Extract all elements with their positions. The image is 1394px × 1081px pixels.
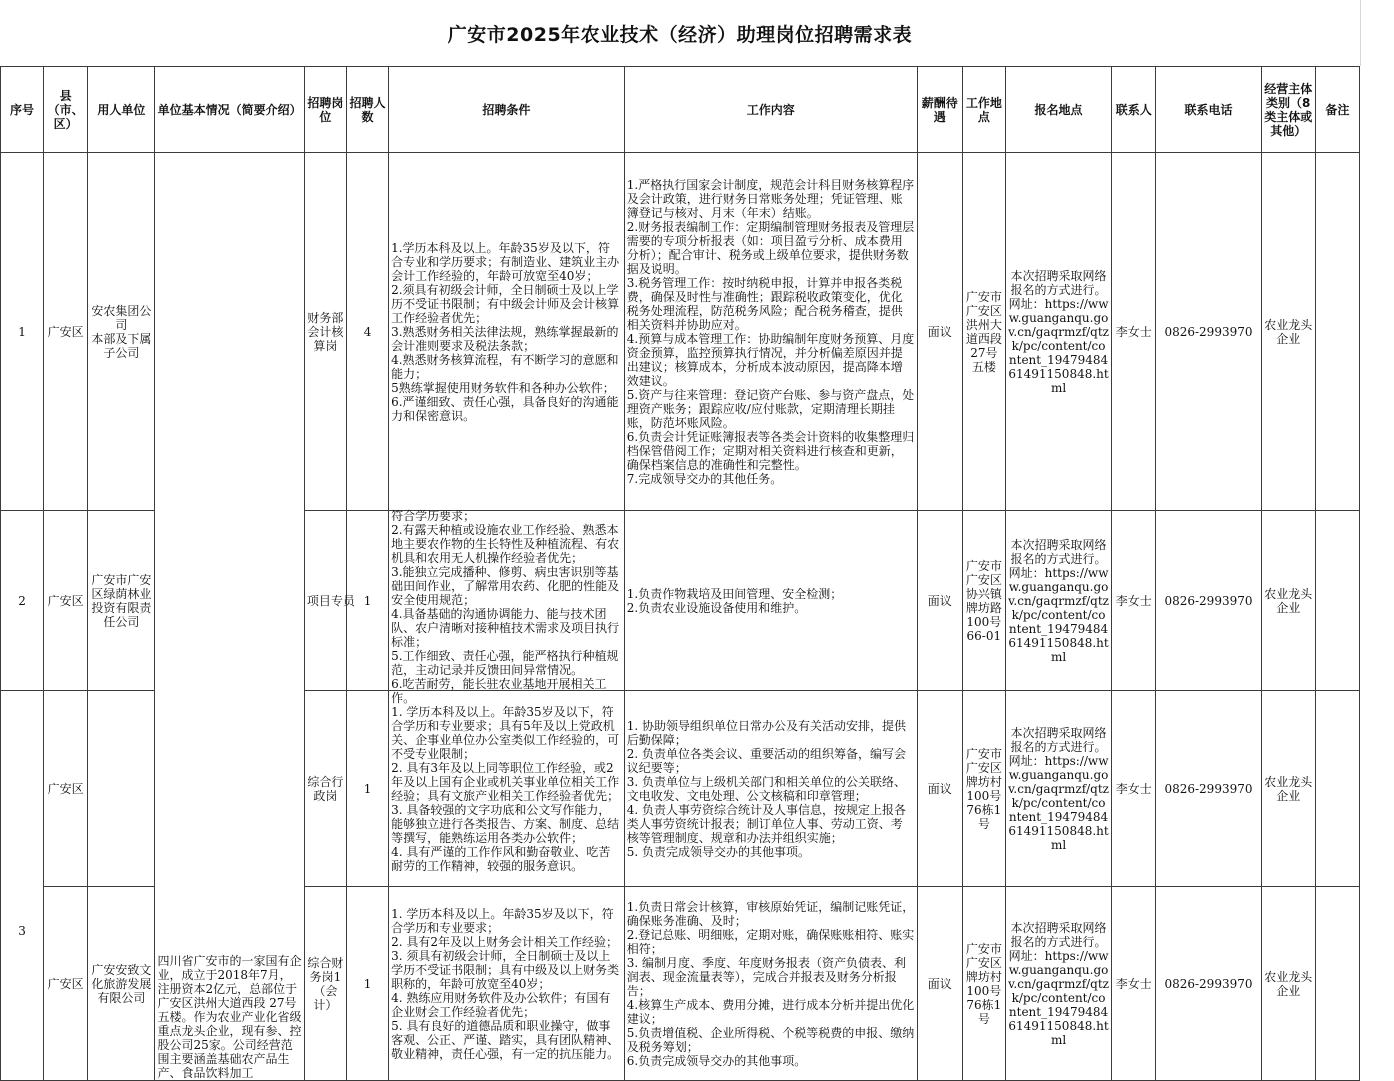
cell-content: 1.严格执行国家会计制度，规范会计科目财务核算程序及会计政策，进行财务日常账务处理；凭证管理、账簿登记与核对、月末（年末）结账。 2.财务报表编制工作：定期编制管理财务报表及管理层需要的专项分析报表（如：项目盈亏分析、成本费用分析）；配合审计、税务或上级单位要求，提供财务数据及说明。 3.税务管理工作：按时纳税申报，计算并申报各类税费，确保及时性与准确性；跟踪税收政策变化，优化税务处理流程，防范税务风险；配合税务稽查，提供相关资料并协助应对。 4.预算与成本管理工作：协助编制年度财务预算、月度资金预算，监控预算执行情况，并分析偏差原因并提出建议；核算成本，分析成本波动原因，提高降本增效建议。 5.资产与往来管理：登记资产台账、参与资产盘点，处理资产账务；跟踪应收/应付账款，定期清理长期挂账，防范坏账风险。 6.负责会计凭证账簿报表等各类会计资料的收集整理归档保管借阅工作；定期对相关资料进行核查和更新，确保档案信息的准确性和完整性。 7.完成领导交办的其他任务。 bbox=[624, 153, 917, 511]
header-county: 县（市、区） bbox=[44, 67, 88, 153]
cell-phone: 0826-2993970 bbox=[1156, 511, 1261, 691]
intro-text: 四川省广安市的一家国有企业，成立于2018年7月，注册资本2亿元，总部位于广安区洪州大道西段 27号五楼。作为农业产业化省级重点龙头企业，现有参、控股公司25家。公司经营范围主要涵盖基础农产品生产、食品饮料加工 bbox=[157, 954, 302, 1080]
cell-reg: 本次招聘采取网络报名的方式进行。 网址：https://www.guanganqu.gov.cn/gaqrmzf/qtzk/pc/content/content_1947948461491150848.html bbox=[1005, 511, 1111, 691]
cell-count: 1 bbox=[346, 511, 388, 691]
requirements-clip bbox=[391, 508, 622, 705]
cell-seq bbox=[1, 691, 44, 1081]
cell-reg: 本次招聘采取网络报名的方式进行。 网址：https://www.guanganqu.gov.cn/gaqrmzf/qtzk/pc/content/content_1947948461491150848.html bbox=[1005, 691, 1111, 887]
cell-remark bbox=[1315, 511, 1359, 691]
cell-count: 4 bbox=[346, 153, 388, 511]
header-employer: 用人单位 bbox=[88, 67, 155, 153]
header-salary: 薪酬待遇 bbox=[917, 67, 962, 153]
header-intro: 单位基本情况（简要介绍） bbox=[155, 67, 304, 153]
cell-phone: 0826-2993970 bbox=[1156, 691, 1261, 887]
cell-requirements bbox=[389, 508, 625, 705]
cell-count: 1 bbox=[346, 887, 388, 1081]
cell-reg: 本次招聘采取网络报名的方式进行。 网址：https://www.guanganqu.gov.cn/gaqrmzf/qtzk/pc/content/content_1947948461491150848.html bbox=[1005, 153, 1111, 511]
cell-salary: 面议 bbox=[917, 691, 962, 887]
cell-location: 广安市广安区牌坊村100号76栋1号 bbox=[962, 887, 1005, 1081]
cell-post: 综合行政岗 bbox=[304, 691, 346, 887]
cell-county: 广安区 bbox=[44, 691, 88, 887]
header-post: 招聘岗位 bbox=[304, 67, 346, 153]
cell-reg: 本次招聘采取网络报名的方式进行。 网址：https://www.guanganqu.gov.cn/gaqrmzf/qtzk/pc/content/content_1947948461491150848.html bbox=[1005, 887, 1111, 1081]
cell-requirements: 1. 学历本科及以上。年龄35岁及以下，符合学历和专业要求； 2. 具有2年及以上财务会计相关工作经验； 3. 须具有初级会计师，全日制硕士及以上学历不受证书限制；具有中级及以上财务类职称的，年龄可放宽至40岁； 4. 熟练应用财务软件及办公软件；有国有企业财会工作经验者优先； 5. 具有良好的道德品质和职业操守，做事客观、公正、严谨、踏实，具有团队精神、敬业精神，责任心强，有一定的抗压能力。 bbox=[389, 887, 625, 1081]
cell-count: 1 bbox=[346, 691, 388, 887]
header-count: 招聘人数 bbox=[346, 67, 388, 153]
cell-content: 1.负责作物栽培及田间管理、安全检测； 2.负责农业设施设备使用和维护。 bbox=[624, 511, 917, 691]
cell-category: 农业龙头企业 bbox=[1261, 887, 1315, 1081]
cell-contact: 李女士 bbox=[1112, 691, 1156, 887]
seq-text: 3 bbox=[18, 923, 26, 938]
cell-requirements: 1. 学历本科及以上。年龄35岁及以下，符合学历和专业要求；具有5年及以上党政机关、企事业单位办公室类似工作经验的，可不受专业限制； 2. 具有3年及以上同等职位工作经验，或2年及以上国有企业或机关事业单位相关工作经验；具有文旅产业相关工作经验者优先； 3. 具备较强的文字功底和公文写作能力，能够独立进行各类报告、方案、制度、总结等撰写，能熟练运用各类办公软件； 4. 具有严谨的工作作风和勤奋敬业、吃苦耐劳的工作精神，较强的服务意识。 bbox=[389, 691, 625, 887]
cell-content: 1.负责日常会计核算，审核原始凭证，编制记账凭证，确保账务准确、及时； 2.登记总账、明细账，定期对账，确保账账相符、账实相符； 3. 编制月度、季度、年度财务报表（资产负债表、利润表、现金流量表等），完成合并报表及财务分析报告； 4.核算生产成本、费用分摊，进行成本分析并提出优化建议； 5.负责增值税、企业所得税、个税等税费的申报、缴纳及税务筹划； 6.负责完成领导交办的其他事项。 bbox=[624, 887, 917, 1081]
table-row bbox=[1, 153, 1360, 511]
header-remark: 备注 bbox=[1315, 67, 1359, 153]
recruitment-table bbox=[0, 66, 1360, 1081]
cell-post: 综合财务岗1（会计） bbox=[304, 887, 346, 1081]
cell-remark bbox=[1315, 691, 1359, 887]
cell-county: 广安区 bbox=[44, 887, 88, 1081]
header-reg: 报名地点 bbox=[1005, 67, 1111, 153]
cell-remark bbox=[1315, 153, 1359, 511]
cell-employer: 安农集团公司 本部及下属子公司 bbox=[88, 153, 155, 511]
header-phone: 联系电话 bbox=[1156, 67, 1261, 153]
cell-salary: 面议 bbox=[917, 511, 962, 691]
cell-contact: 李女士 bbox=[1112, 887, 1156, 1081]
cell-category: 农业龙头企业 bbox=[1261, 153, 1315, 511]
cell-employer bbox=[88, 691, 155, 887]
header-seq: 序号 bbox=[1, 67, 44, 153]
cell-requirements: 1.学历本科及以上。年龄35岁及以下，符合专业和学历要求；有制造业、建筑业主办会计工作经验的，年龄可放宽至40岁； 2.须具有初级会计师，全日制硕士及以上学历不受证书限制；有中级会计师及会计核算工作经验者优先； 3.熟悉财务相关法律法规，熟练掌握最新的会计准则要求及税法条款； 4.熟悉财务核算流程，有不断学习的意愿和能力； 5熟练掌握使用财务软件和各种办公软件； 6.严谨细致、责任心强，具备良好的沟通能力和保密意识。 bbox=[389, 153, 625, 511]
cell-location: 广安市广安区洪州大道西段27号五楼 bbox=[962, 153, 1005, 511]
cell-contact: 李女士 bbox=[1112, 511, 1156, 691]
cell-salary: 面议 bbox=[917, 153, 962, 511]
cell-intro bbox=[155, 153, 304, 1081]
cell-county: 广安区 bbox=[44, 153, 88, 511]
cell-category: 农业龙头企业 bbox=[1261, 691, 1315, 887]
cell-location: 广安市广安区牌坊村100号76栋1号 bbox=[962, 691, 1005, 887]
header-category: 经营主体类别（8类主体或其他） bbox=[1261, 67, 1315, 153]
cell-content: 1. 协助领导组织单位日常办公及有关活动安排，提供后勤保障； 2. 负责单位各类会议、重要活动的组织筹备，编写会议纪要等； 3. 负责单位与上级机关部门和相关单位的公关联络、文电收发、文电处理、公文核稿和印章管理； 4. 负责人事劳资综合统计及人事信息，按规定上报各类人事劳资统计报表；制订单位人事、劳动工资、考核等管理制度、规章和办法并组织实施； 5. 负责完成领导交办的其他事项。 bbox=[624, 691, 917, 887]
cell-location: 广安市广安区协兴镇牌坊路100号66-01 bbox=[962, 511, 1005, 691]
page-title: 广安市2025年农业技术（经济）助理岗位招聘需求表 bbox=[447, 23, 913, 46]
cell-category: 农业龙头企业 bbox=[1261, 511, 1315, 691]
header-location: 工作地点 bbox=[962, 67, 1005, 153]
cell-seq: 1 bbox=[1, 153, 44, 511]
post-text: 项目专员 bbox=[306, 593, 355, 608]
requirements-text: 符合学历要求； 2.有露天种植或设施农业工作经验、熟悉本地主要农作物的生长特性及种植流程、有农机具和农用无人机操作经验者优先； 3.能独立完成播种、修剪、病虫害识别等基础田间作业，了解常用农药、化肥的性能及安全使用规范； 4.具备基础的沟通协调能力、能与技术团队、农户清晰对接种植技术需求及项目执行标准； 5.工作细致、责任心强，能严格执行种植规范，主动记录并反馈田间异常情况。 6.吃苦耐劳，能长驻农业基地开展相关工作。 bbox=[391, 508, 620, 705]
cell-salary: 面议 bbox=[917, 887, 962, 1081]
grid-line bbox=[1360, 0, 1361, 66]
cell-phone: 0826-2993970 bbox=[1156, 153, 1261, 511]
header-requirements: 招聘条件 bbox=[389, 67, 625, 153]
cell-post: 财务部会计核算岗 bbox=[304, 153, 346, 511]
cell-seq: 2 bbox=[1, 511, 44, 691]
header-content: 工作内容 bbox=[624, 67, 917, 153]
cell-phone: 0826-2993970 bbox=[1156, 887, 1261, 1081]
cell-employer: 广安安致文化旅游发展有限公司 bbox=[88, 887, 155, 1081]
cell-remark bbox=[1315, 887, 1359, 1081]
cell-contact: 李女士 bbox=[1112, 153, 1156, 511]
header-row bbox=[1, 67, 1360, 153]
cell-post bbox=[304, 511, 355, 691]
header-contact: 联系人 bbox=[1112, 67, 1156, 153]
cell-county: 广安区 bbox=[44, 511, 88, 691]
cell-employer: 广安市广安区绿荫林业投资有限责任公司 bbox=[88, 511, 155, 691]
